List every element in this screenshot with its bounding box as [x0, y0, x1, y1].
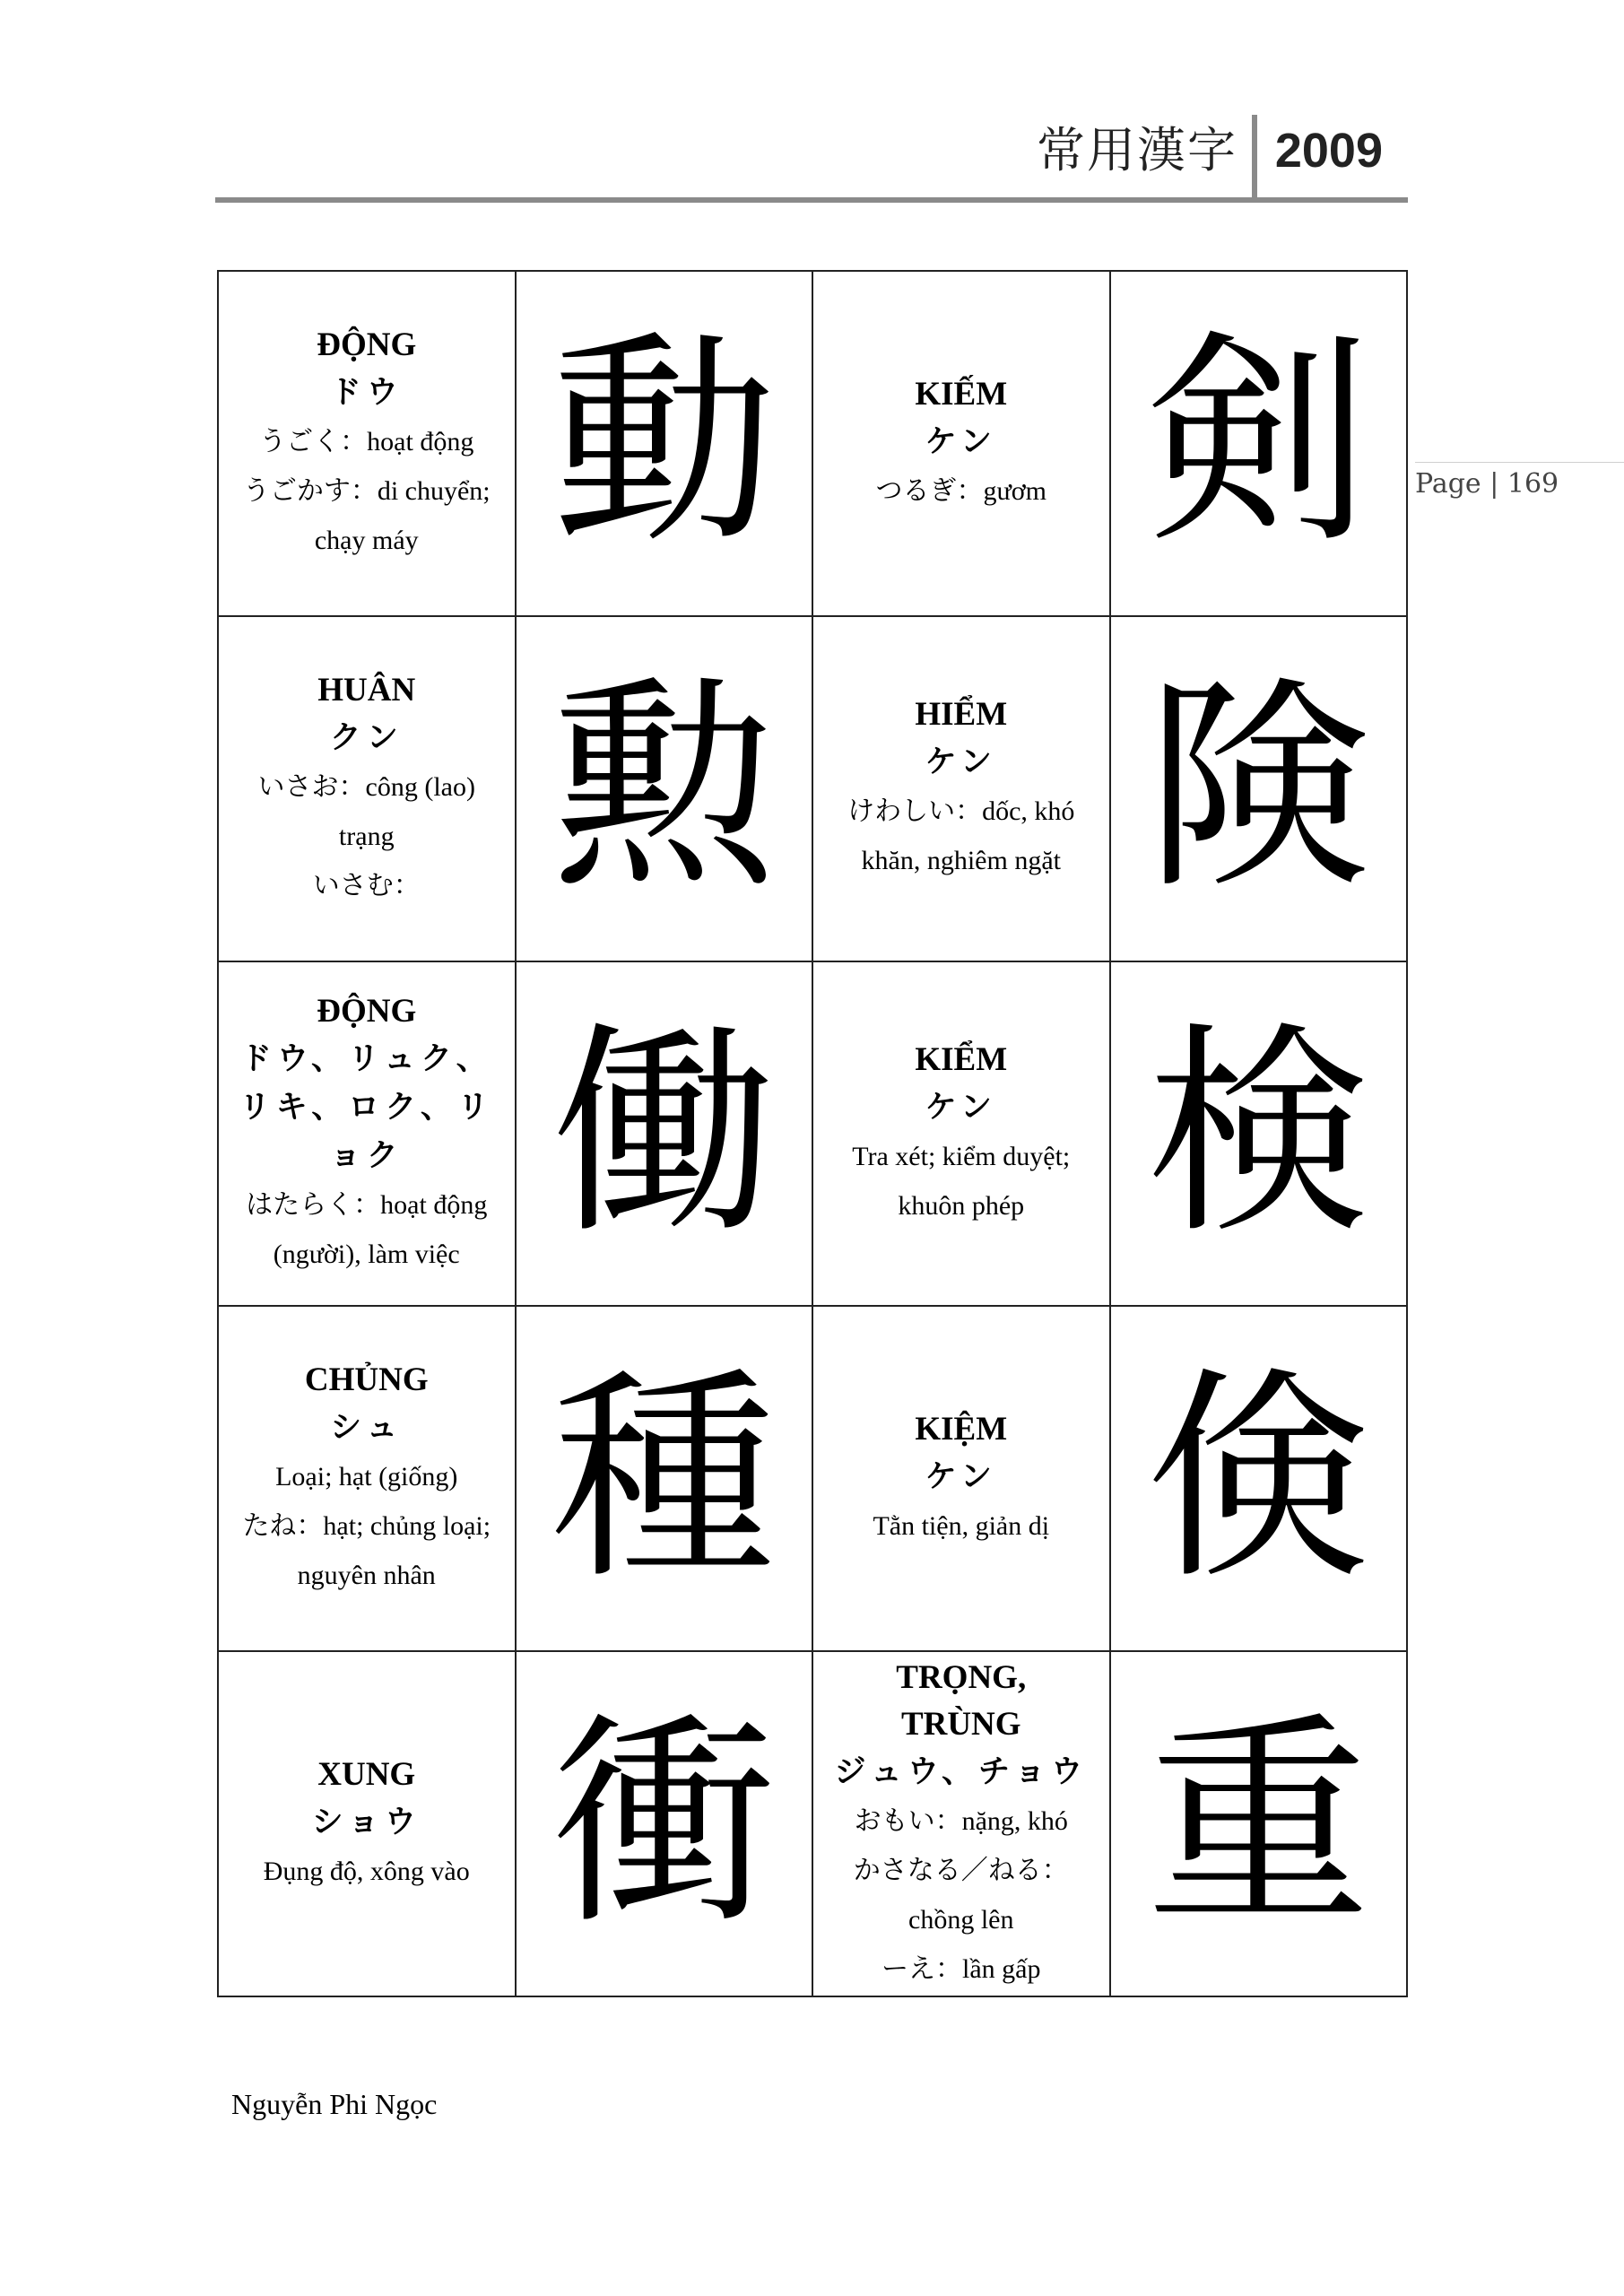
meaning-line: khăn, nghiêm ngặt [861, 846, 1061, 876]
meaning-line: Đụng độ, xông vào [263, 1857, 470, 1887]
kanji-glyph-cell [517, 617, 814, 962]
meaning-line: Tằn tiện, giản dị [873, 1511, 1050, 1542]
sino-vietnamese-reading: HUÂN [317, 671, 416, 709]
onyomi-reading: ケン [925, 1459, 997, 1496]
author-footer: Nguyễn Phi Ngọc [231, 2088, 438, 2120]
meaning-line: つるぎ：gươm [875, 475, 1046, 506]
sino-vietnamese-reading: TRÙNG [900, 1705, 1021, 1743]
sino-vietnamese-reading: KIỆM [915, 1411, 1008, 1448]
onyomi-reading: クン [329, 719, 404, 756]
meaning-line: (người), làm việc [273, 1239, 460, 1269]
kanji-character: 険 [1146, 657, 1371, 919]
sino-vietnamese-reading: ĐỘNG [317, 992, 417, 1030]
meaning-line: はたらく：hoạt động [246, 1189, 488, 1220]
kanji-character: 働 [551, 1002, 777, 1264]
kanji-character: 勲 [551, 657, 777, 919]
onyomi-reading: ドウ、リュク、 [239, 1040, 493, 1077]
kanji-info-cell [813, 1307, 1111, 1652]
sino-vietnamese-reading: XUNG [317, 1756, 416, 1794]
meaning-line: chạy máy [314, 525, 419, 555]
sino-vietnamese-reading: ĐỘNG [317, 326, 417, 363]
kanji-info-cell [219, 617, 517, 962]
meaning-line: chồng lên [908, 1904, 1014, 1935]
onyomi-reading: リキ、ロク、リ [239, 1089, 494, 1126]
kanji-glyph-cell [517, 272, 814, 617]
sino-vietnamese-reading: HIỂM [915, 696, 1008, 734]
onyomi-reading: ショウ [311, 1805, 421, 1841]
header-year: 2009 [1274, 124, 1383, 178]
header-rule [215, 197, 1408, 203]
page-header [215, 115, 1408, 203]
page-number: Page | 169 [1415, 462, 1624, 500]
kanji-glyph-cell [1111, 272, 1409, 617]
kanji-glyph-cell [517, 1652, 814, 1997]
meaning-line: けわしい：dốc, khó [847, 796, 1075, 827]
kanji-glyph-cell [1111, 617, 1409, 962]
kanji-glyph-cell [517, 1307, 814, 1652]
kanji-glyph-cell [1111, 1307, 1409, 1652]
kanji-character: 剣 [1146, 312, 1371, 574]
sino-vietnamese-reading: CHỦNG [304, 1361, 429, 1399]
kanji-info-cell [219, 1652, 517, 1997]
onyomi-reading: ドウ [329, 374, 404, 411]
kanji-character: 検 [1146, 1002, 1371, 1264]
kanji-table [217, 270, 1408, 1997]
kanji-glyph-cell [1111, 962, 1409, 1308]
onyomi-reading: ケン [925, 1089, 997, 1126]
meaning-line: うごかす：di chuyển; [242, 475, 491, 506]
meaning-line: いさお：công (lao) [257, 771, 475, 802]
onyomi-reading: ョク [329, 1137, 404, 1174]
kanji-info-cell [219, 1307, 517, 1652]
meaning-line: ーえ：lần gấp [881, 1953, 1041, 1984]
kanji-info-cell [219, 272, 517, 617]
meaning-line: khuôn phép [898, 1190, 1025, 1221]
meaning-line: Tra xét; kiểm duyệt; [852, 1141, 1071, 1171]
kanji-info-cell [813, 272, 1111, 617]
meaning-line: Loại; hạt (giống) [275, 1462, 458, 1492]
sino-vietnamese-reading: TRỌNG, [896, 1658, 1027, 1696]
meaning-line: かさなる／ねる： [853, 1855, 1069, 1885]
kanji-info-cell [219, 962, 517, 1308]
onyomi-reading: ジュウ、チョウ [834, 1753, 1088, 1790]
meaning-line: たね：hạt; chủng loại; [242, 1511, 491, 1542]
kanji-character: 倹 [1146, 1347, 1371, 1609]
kanji-info-cell [813, 617, 1111, 962]
meaning-line: うごく：hoạt động [259, 426, 474, 457]
kanji-character: 動 [551, 312, 777, 574]
sino-vietnamese-reading: KIỂM [915, 1040, 1008, 1078]
meaning-line: trạng [338, 821, 395, 851]
kanji-info-cell [813, 962, 1111, 1308]
meaning-line: おもい：nặng, khó [854, 1805, 1068, 1836]
sino-vietnamese-reading: KIẾM [915, 375, 1008, 413]
kanji-character: 重 [1146, 1692, 1371, 1954]
kanji-glyph-cell [1111, 1652, 1409, 1997]
meaning-line: nguyên nhân [297, 1561, 436, 1591]
kanji-info-cell [813, 1652, 1111, 1997]
kanji-character: 種 [551, 1347, 777, 1609]
onyomi-reading: シュ [330, 1410, 404, 1447]
header-title: 常用漢字 [1037, 122, 1238, 178]
kanji-character: 衝 [551, 1692, 777, 1954]
meaning-line: いさむ： [312, 870, 421, 900]
header-separator [1252, 115, 1257, 201]
onyomi-reading: ケン [925, 744, 997, 781]
kanji-glyph-cell [517, 962, 814, 1308]
onyomi-reading: ケン [925, 423, 997, 460]
